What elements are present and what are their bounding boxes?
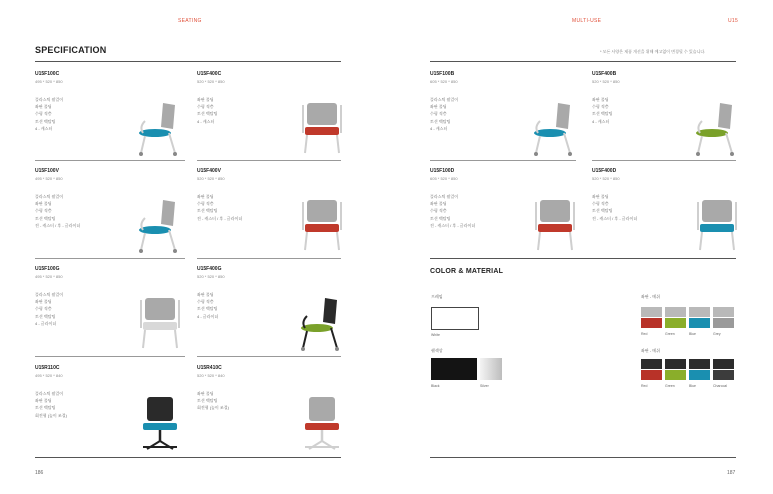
feature-item: 좌판 폴딩 xyxy=(592,97,609,102)
divider xyxy=(430,457,736,458)
feature-item: 토션 백탈팅 xyxy=(592,111,613,117)
feature-item: 좌판 폴딩 xyxy=(35,104,52,110)
chair-image xyxy=(135,298,185,353)
product-features xyxy=(430,193,475,229)
chair-image xyxy=(692,200,742,255)
product-card xyxy=(592,168,637,222)
feature-item: 4 - 캐스터 xyxy=(592,118,610,124)
product-features xyxy=(430,96,458,132)
feature-item: 좌판 폴딩 xyxy=(197,292,214,297)
product-code: U15F100V xyxy=(35,168,59,174)
fabric-swatch-bottom xyxy=(713,318,734,328)
product-features xyxy=(35,193,80,229)
feature-item: 수평 적층 xyxy=(35,208,52,214)
fabric-swatch-label: Blue xyxy=(689,332,697,336)
shell-label: 쉘색상 xyxy=(431,348,443,353)
product-features xyxy=(592,193,637,222)
feature-item: 수평 적층 xyxy=(35,111,52,117)
product-dimensions: 520 * 520 * 850 xyxy=(197,176,225,181)
feature-item: 토션 백탈팅 xyxy=(35,405,56,411)
feature-item: 토션 백탈팅 xyxy=(197,306,218,312)
product-dimensions: 520 * 520 * 850 xyxy=(197,79,225,84)
product-dimensions: 605 * 520 * 850 xyxy=(430,176,458,181)
feature-item: 토션 백탈팅 xyxy=(35,118,56,124)
feature-item: 플라스틱 팔걸이 xyxy=(430,194,459,199)
color-material-title: COLOR & MATERIAL xyxy=(430,268,504,275)
fabric-swatch-label: Grey xyxy=(713,332,721,336)
feature-item: 좌판 폴딩 xyxy=(35,398,52,404)
feature-item: 4 - 캐스터 xyxy=(197,118,215,124)
product-features xyxy=(35,390,67,419)
feature-item: 플라스틱 팔걸이 xyxy=(35,391,64,396)
frame-swatch-label: White xyxy=(431,333,440,337)
feature-item: 플라스틱 팔걸이 xyxy=(35,194,64,199)
feature-item: 회전형 (높이 조절) xyxy=(197,405,229,411)
section-multi-use: MULTI-USE xyxy=(572,18,602,24)
product-code: U15R410C xyxy=(197,365,222,371)
feature-item: 좌판 폴딩 xyxy=(197,194,214,199)
feature-item: 전 - 캐스터 / 후 - 글라이더 xyxy=(197,215,243,221)
product-code: U15F100G xyxy=(35,266,60,272)
fabric-swatch-label: Green xyxy=(665,332,675,336)
product-features xyxy=(197,291,225,320)
product-features xyxy=(592,96,620,125)
product-dimensions: 495 * 520 * 840 xyxy=(35,373,63,378)
divider xyxy=(197,356,341,357)
feature-item: 전 - 캐스터 / 후 - 글라이더 xyxy=(35,222,81,228)
feature-item: 전 - 캐스터 / 후 - 글라이더 xyxy=(430,222,476,228)
product-card xyxy=(35,71,63,132)
page-number-right: 187 xyxy=(727,470,736,476)
feature-item: 좌판 폴딩 xyxy=(197,391,214,396)
product-card xyxy=(197,365,229,412)
fabric-swatch-top xyxy=(641,359,662,369)
product-card xyxy=(592,71,620,125)
product-dimensions: 605 * 520 * 850 xyxy=(430,79,458,84)
feature-item: 수평 적층 xyxy=(430,208,447,214)
feature-item: 수평 적층 xyxy=(592,104,609,110)
fabric-swatch-label: Charcoal xyxy=(713,384,728,388)
shell-swatch-black xyxy=(431,358,477,380)
divider xyxy=(430,61,736,62)
product-code: U15R110C xyxy=(35,365,60,371)
feature-item: 수평 적층 xyxy=(197,299,214,305)
fabric-swatch-label: Green xyxy=(665,384,675,388)
feature-item: 토션 백탈팅 xyxy=(35,215,56,221)
chair-image xyxy=(297,298,347,353)
fabric-swatch-bottom xyxy=(665,318,686,328)
product-dimensions: 520 * 520 * 850 xyxy=(592,176,620,181)
shell-swatch-label: Black xyxy=(431,384,440,388)
chair-image xyxy=(692,103,742,158)
product-card xyxy=(35,365,67,419)
fabric-swatch-top xyxy=(689,307,710,317)
product-code: U15F100D xyxy=(430,168,455,174)
fabric-swatch-bottom xyxy=(689,370,710,380)
feature-item: 수평 적층 xyxy=(592,201,609,207)
feature-item: 좌판 폴딩 xyxy=(197,97,214,102)
product-code: U15F400C xyxy=(197,71,222,77)
product-dimensions: 520 * 520 * 850 xyxy=(592,79,620,84)
feature-item: 좌판 폴딩 xyxy=(35,201,52,207)
chair-image xyxy=(135,103,185,158)
chair-image xyxy=(135,200,185,255)
product-features xyxy=(197,390,229,412)
product-card xyxy=(197,168,242,222)
feature-item: 플라스틱 팔걸이 xyxy=(35,292,64,297)
feature-item: 4 - 캐스터 xyxy=(35,125,53,131)
fabric-swatch-top xyxy=(665,359,686,369)
feature-item: 회전형 (높이 조절) xyxy=(35,412,67,418)
product-card xyxy=(430,168,475,229)
product-card xyxy=(430,71,458,132)
feature-item: 플라스틱 팔걸이 xyxy=(35,97,64,102)
product-code: U15F100B xyxy=(430,71,455,77)
feature-item: 토션 백탈팅 xyxy=(197,208,218,214)
page-title: SPECIFICATION xyxy=(35,45,107,55)
feature-item: 토션 백탈팅 xyxy=(197,111,218,117)
product-card xyxy=(197,266,225,320)
feature-item: 플라스틱 팔걸이 xyxy=(430,97,459,102)
divider xyxy=(430,258,736,259)
fabric-swatch-top xyxy=(713,307,734,317)
divider xyxy=(35,61,341,62)
divider xyxy=(592,160,736,161)
feature-item: 토션 백탈팅 xyxy=(35,313,56,319)
fabric-swatch-bottom xyxy=(665,370,686,380)
fabric-swatch-bottom xyxy=(689,318,710,328)
fabric-swatch-top xyxy=(689,359,710,369)
page-number-left: 186 xyxy=(35,470,44,476)
feature-item: 수평 적층 xyxy=(197,201,214,207)
product-card xyxy=(35,266,63,327)
product-code: U15F400V xyxy=(197,168,221,174)
product-features xyxy=(35,291,63,327)
product-card xyxy=(35,168,80,229)
divider xyxy=(197,160,341,161)
feature-item: 좌판 폴딩 xyxy=(430,104,447,110)
chair-image xyxy=(530,200,580,255)
shell-swatch-label: Silver xyxy=(480,384,489,388)
product-dimensions: 520 * 520 * 850 xyxy=(197,274,225,279)
fabric-swatch-bottom xyxy=(641,370,662,380)
divider xyxy=(197,258,341,259)
divider xyxy=(35,160,185,161)
fabric-swatch-label: Red xyxy=(641,332,648,336)
fabric-swatch-top xyxy=(641,307,662,317)
product-code: U15F400D xyxy=(592,168,617,174)
feature-item: 토션 백탈팅 xyxy=(430,215,451,221)
product-code: U15F100C xyxy=(35,71,60,77)
chair-image xyxy=(530,103,580,158)
feature-item: 수평 적층 xyxy=(430,111,447,117)
chair-image xyxy=(297,397,347,452)
disclaimer-note: * 모든 사양은 제품 개선을 위해 예고없이 변경될 수 있습니다. xyxy=(600,49,706,54)
divider xyxy=(35,356,185,357)
feature-item: 토션 백탈팅 xyxy=(197,398,218,404)
fabric-b-label: 좌판 - 메쉬 xyxy=(641,348,661,353)
divider xyxy=(430,160,576,161)
feature-item: 토션 백탈팅 xyxy=(430,118,451,124)
fabric-swatch-label: Red xyxy=(641,384,648,388)
product-dimensions: 495 * 520 * 850 xyxy=(35,176,63,181)
fabric-swatch-bottom xyxy=(641,318,662,328)
feature-item: 수평 적층 xyxy=(35,306,52,312)
feature-item: 4 - 글라이더 xyxy=(197,313,219,319)
fabric-a-label: 좌판 - 메쉬 xyxy=(641,294,661,299)
product-features xyxy=(35,96,63,132)
product-features xyxy=(197,193,242,222)
fabric-swatch-top xyxy=(713,359,734,369)
product-dimensions: 495 * 520 * 850 xyxy=(35,79,63,84)
chair-image xyxy=(135,397,185,452)
product-card xyxy=(197,71,225,125)
shell-swatch-silver xyxy=(480,358,502,380)
feature-item: 4 - 캐스터 xyxy=(430,125,448,131)
feature-item: 4 - 글라이더 xyxy=(35,320,57,326)
fabric-swatch-bottom xyxy=(713,370,734,380)
feature-item: 전 - 캐스터 / 후 - 글라이더 xyxy=(592,215,638,221)
product-code: U15F400B xyxy=(592,71,617,77)
section-seating: SEATING xyxy=(178,18,202,24)
product-code: U15F400G xyxy=(197,266,222,272)
product-features xyxy=(197,96,225,125)
chair-image xyxy=(297,103,347,158)
product-dimensions: 495 * 520 * 850 xyxy=(35,274,63,279)
feature-item: 토션 백탈팅 xyxy=(592,208,613,214)
frame-label: 프레임 xyxy=(431,294,443,299)
section-code: U15 xyxy=(728,18,739,24)
product-dimensions: 520 * 520 * 840 xyxy=(197,373,225,378)
divider xyxy=(35,258,185,259)
frame-swatch-white xyxy=(431,307,479,330)
feature-item: 좌판 폴딩 xyxy=(592,194,609,199)
feature-item: 좌판 폴딩 xyxy=(35,299,52,305)
fabric-swatch-label: Blue xyxy=(689,384,697,388)
feature-item: 좌판 폴딩 xyxy=(430,201,447,207)
fabric-swatch-top xyxy=(665,307,686,317)
feature-item: 수평 적층 xyxy=(197,104,214,110)
divider xyxy=(35,457,341,458)
chair-image xyxy=(297,200,347,255)
